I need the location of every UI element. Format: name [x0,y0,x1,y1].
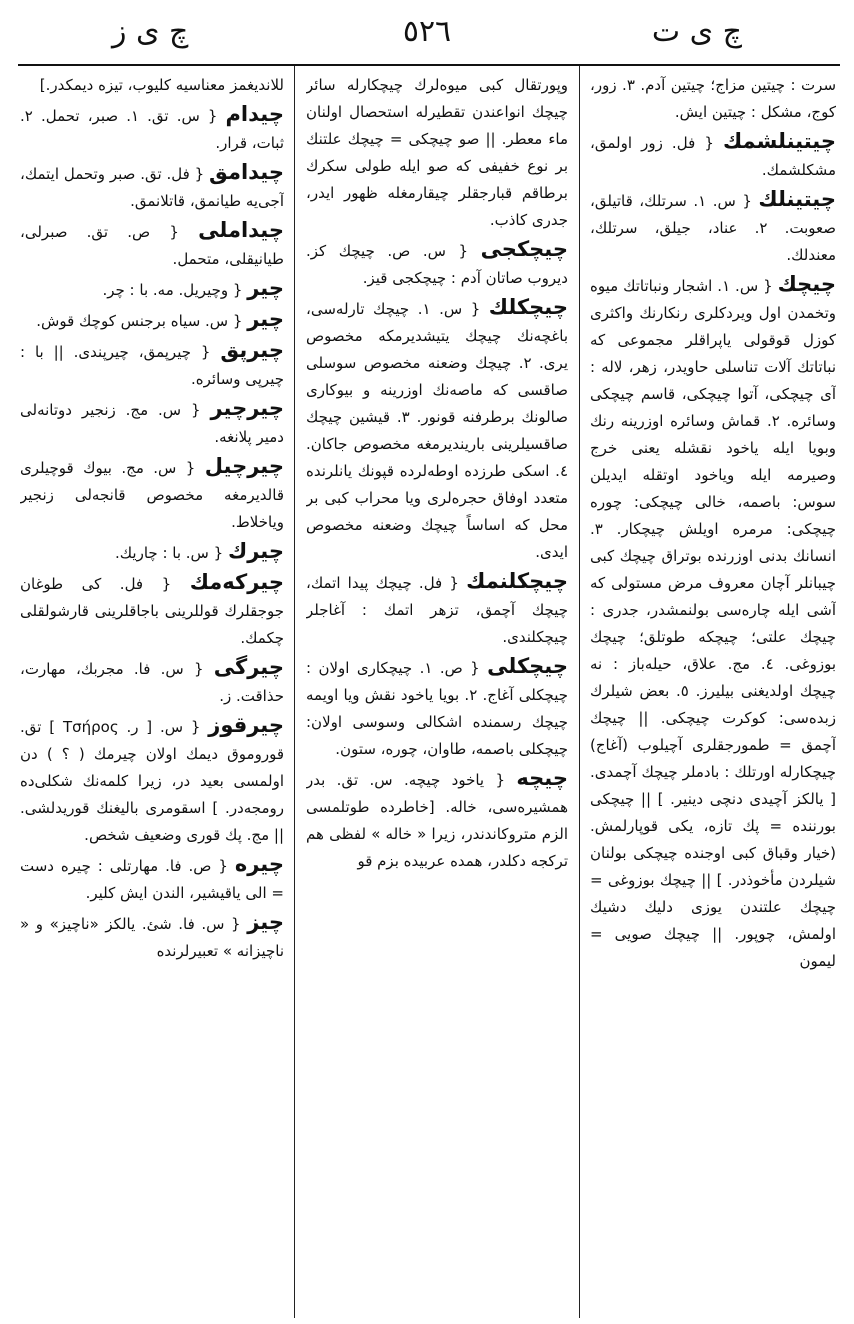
entry-definition: وپورتقال کبی میوه‌لرك چیچکارله سائر چیچك انواعندن تقطیرله استحصال اولنان ماء معطر. || صو چیچکی = چیچك علتنك بر نوع خفیفی که صو ایله طولی سکرك برطاقم قبارجقلر چیقارمغله ظهور ایدر، جدری کاذب. [306,76,568,229]
dictionary-entry [20,395,284,451]
dictionary-entry [20,306,284,335]
dictionary-entry [306,294,568,566]
entry-headword: چیرگی [213,655,284,679]
dictionary-entry [590,72,836,126]
dictionary-entry [20,654,284,710]
column-divider-left [294,66,295,1318]
entry-definition: { س. [ ر. Τσήρος ] تق. قوروموق دیمك اولان چیرمك ( ؟ ) دن اولمسی بعید در، زیرا کلمه‌نك شکلی‌ده رومجه‌در. ] اسقومری بالیغنك قوریدلشی. || مج. پك قوری وضعیف شخص. [20,718,284,844]
column-left [20,72,284,1317]
entry-definition: { س. فا. شئ. یالکز «ناچیز» و « ناچیزانه » تعبیرلرنده [20,915,284,960]
entry-headword: چیدام [225,102,284,126]
entry-headword: چیرك [227,539,284,563]
entry-definition: { یاخود چیچه. س. تق. بدر همشیره‌سی، خاله. [خاطرده طوتلمسی الزم متروکاندندر، زیرا « خاله » لفظی هم ترکجه دکلدر، همده عربیده بزم قو [306,771,568,870]
entry-definition: { س. ص. چیچك کز. دیروب صاتان آدم : چیچکجی قیز. [306,242,568,287]
entry-definition: { س. فا. مجربك، مهارت، حذاقت. ز. [20,660,284,705]
entry-definition: { فل. کی طوغان جوجقلرك قوللرینی باجاقلرینی قارشولقلی چکمك. [20,575,284,647]
entry-definition: { س. تق. ١. صبر، تحمل. ٢. ثبات، قرار. [20,107,284,152]
dictionary-entry [590,128,836,184]
entry-headword: چیز [247,910,284,934]
entry-headword: چیرقوز [208,713,284,737]
entry-definition: { س. ١. اشجار ونباتاتك میوه وتخمدن اول ویردکلری رنکارنك واکثری کوزل قوقولی یاپراقلر مجموعی که نباتاتك آلات تناسلی حاویدر، زهر، لاله : آی چیچکی، آتوا چیچکی، قاسم چیچکی وسائره. ٢. قماش وسائره اوزرینه رنك وبویا ایله یاخود نقشله یعنی خرج وصیرمه ایله ویاخود اوتقله ایدیلن سوس: باصمه، خالی چیچکی: چوره چیچکی: مرمره اویلش چیچکار. ٣. انسانك بدنی اوزرنده بوتراق چیچك کبی چیبانلر آچان معروف مرض مستولی که آشی ایله چاره‌سی بولنمشدر، جدری : چیچك علتی؛ چیچکه طوتلق؛ چیچك بوزوغی. ٤. مج. علاق، حیله‌باز : نه چیچك اولدیغنی بیلیرز. ٥. بعض شیلرك زبده‌سی: کوکرت چیچکی. || چیچك آچمق = طمورجقلری آچیلوب (آغاج) چیچکارله اورتلك : بادملر چیچك آچمدی. [ یالکز آچیدی دنچی دینیر. ] || چیچکی بورننده = پك تازه، یکی قوپارلمش. (خیار وقباق کبی اوجنده چیچکی بولنان شیلردن مأخوذدر. ] || چیچك بوزوغی = چیچك علتندن یوزی دلیك دشیك اولمش، چوپور. || چیچك صویی = لیمون [590,277,836,970]
header-rule [18,64,840,66]
entry-headword: چیتینلك [758,187,836,211]
entry-headword: چیرچیر [210,396,284,420]
dictionary-entry [306,765,568,875]
dictionary-entry [20,72,284,99]
entry-definition: { س. ١. چیچك تارله‌سی، باغچه‌نك چیچك یتیشدیرمکه مخصوص یری. ٢. چیچك وضعنه مخصوص سوسلی صاقسی که ماصه‌نك اوزرینه و بیوکاری صالونك برطرفنه قونور. ٣. قیشین چیچك صاقسیلرینی بارینديرمغه مخصوص جاکان. ٤. اسکی طرزده اوطه‌لرده قپونك یانلرنده متعدد اوفاق حجره‌لری ویا محراب کبی بر محل که اساساً چیچك وضعنه مخصوص ایدی. [306,300,568,561]
entry-definition: { ص. ١. چیچکاری اولان : چیچکلی آغاج. ٢. بویا یاخود نقش ویا اویمه چیچك رسمنده اشکالی وسوسی اولان: چیچکلی باصمه، طاوان، چوره، ستون. [306,659,568,758]
dictionary-entry [20,159,284,215]
dictionary-entry [20,275,284,304]
entry-headword: چیچکلك [488,295,568,319]
entry-headword: چیچکلنمك [466,569,568,593]
dictionary-entry [20,101,284,157]
entry-definition: { فل. زور اولمق، مشکلشمك. [590,134,836,179]
entry-headword: چیدامق [209,160,284,184]
dictionary-entry [306,236,568,292]
entry-definition: { فل. چیچك پیدا اتمك، چیچك آچمق، تزهر اتمك : آغاجلر چیچکلندی. [306,574,568,646]
entry-headword: چیرکه‌مك [189,570,284,594]
dictionary-entry [20,851,284,907]
entry-headword: چیرپق [220,338,284,362]
entry-headword: چیتینلشمك [723,129,836,153]
page-number: ٥٢٦ [402,14,452,49]
entry-definition: { چیرپمق، چیرپندی. || با : چیرپی وسائره. [20,343,284,388]
entry-definition: للانديغمز معناسيه کلیوب، تیزه دیمکدر.] [39,76,284,94]
entry-headword: چیداملی [198,218,284,242]
dictionary-entry [20,538,284,567]
entry-headword: چیچکلی [487,654,568,678]
entry-headword: چیچکجی [480,237,568,261]
entry-headword: چیرچیل [204,454,284,478]
entry-definition: { ص. فا. مهارتلی : چیره دست = الی یاقیشیر، الندن ایش کلیر. [20,857,284,902]
entry-headword: چیر [247,307,284,331]
dictionary-entry [306,72,568,234]
dictionary-entry [306,568,568,651]
entry-definition: { س. با : چاریك. [115,544,224,562]
column-right [590,72,836,1317]
dictionary-entry [306,653,568,763]
entry-headword: چیر [247,276,284,300]
entry-definition: { س. مج. زنجیر دوتانه‌لی دمیر پلانغه. [20,401,284,446]
entry-headword: چیچك [777,272,836,296]
entry-definition: { ص. تق. صبرلی، طیانیقلی، متحمل. [20,223,284,268]
dictionary-entry [20,337,284,393]
dictionary-entry [20,217,284,273]
entry-definition: { س. سیاه برجنس کوچك قوش. [36,312,243,330]
entry-headword: چیره [234,852,284,876]
dictionary-entry [20,909,284,965]
dictionary-entry [20,569,284,652]
dictionary-entry [20,453,284,536]
dictionary-entry [590,186,836,269]
entry-definition: سرت : چیتین مزاج؛ چیتین آدم. ٣. زور، کوج، مشکل : چیتین ایش. [590,76,836,121]
dictionary-entry [590,271,836,975]
column-middle [306,72,568,1317]
entry-definition: { س. مج. بیوك قوچیلری قالدیرمغه مخصوص قانجه‌لی زنجیر ویاخلاط. [20,459,284,531]
dictionary-entry [20,712,284,849]
entry-definition: { وچیریل. مه. با : چر. [102,281,243,299]
page-header [20,14,834,58]
header-right-letters: چ ی ت [651,14,742,49]
entry-definition: { فل. تق. صبر وتحمل ایتمك، آجی‌یه طیانمق، قاتلانمق. [20,165,284,210]
entry-headword: چیچه [516,766,568,790]
column-divider-right [579,66,580,1318]
entry-definition: { س. ١. سرتلك، قاتیلق، صعوبت. ٢. عناد، جیلق، سرتلك، معندلك. [590,192,836,264]
header-left-letters: چ ی ز [112,14,189,49]
